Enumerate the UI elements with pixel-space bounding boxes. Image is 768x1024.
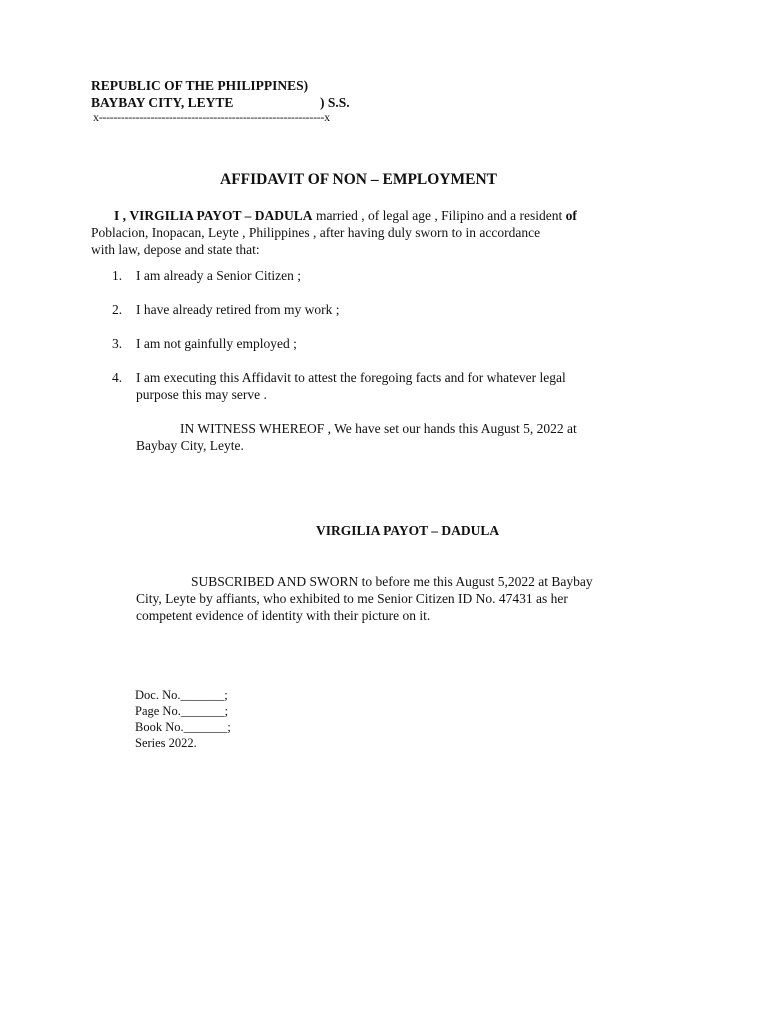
statement-number: 4.: [112, 370, 123, 385]
statement-number: 2.: [112, 302, 123, 317]
intro-line-3: with law, depose and state that:: [91, 242, 260, 257]
statement-text: I am executing this Affidavit to attest the foregoing facts and for whatever legal: [136, 370, 566, 385]
page-no: Page No._______;: [135, 704, 229, 718]
statement-text: I have already retired from my work ;: [136, 302, 340, 317]
series: Series 2022.: [135, 736, 197, 750]
intro-line-1: [114, 208, 577, 224]
jurat-line-3: competent evidence of identity with their picture on it.: [136, 608, 431, 623]
statement-number: 3.: [112, 336, 123, 351]
header-city: BAYBAY CITY, LEYTE: [91, 95, 234, 110]
statement-number: 1.: [112, 268, 123, 283]
statement-text-continued: purpose this may serve .: [136, 387, 267, 402]
jurat-line-2: City, Leyte by affiants, who exhibited to me Senior Citizen ID No. 47431 as her: [136, 591, 568, 606]
doc-no: Doc. No._______;: [135, 688, 228, 702]
affiant-name: VIRGILIA PAYOT – DADULA: [129, 208, 313, 223]
header-republic: REPUBLIC OF THE PHILIPPINES): [91, 78, 309, 93]
statement-text: I am not gainfully employed ;: [136, 336, 297, 351]
header-divider: x-------------------------------------------------------------x: [93, 110, 330, 124]
intro-of: of: [565, 208, 577, 223]
header-ss: ) S.S.: [320, 95, 350, 110]
jurat-line-1: SUBSCRIBED AND SWORN to before me this August 5,2022 at Baybay: [191, 574, 593, 589]
intro-line-2: Poblacion, Inopacan, Leyte , Philippines , after having duly sworn to in accordance: [91, 225, 541, 240]
statement-text: I am already a Senior Citizen ;: [136, 268, 301, 283]
book-no: Book No._______;: [135, 720, 231, 734]
document-title: AFFIDAVIT OF NON – EMPLOYMENT: [220, 171, 498, 188]
witness-line-2: Baybay City, Leyte.: [136, 438, 244, 453]
signature-name: VIRGILIA PAYOT – DADULA: [316, 523, 500, 538]
witness-line-1: IN WITNESS WHEREOF , We have set our hands this August 5, 2022 at: [180, 421, 577, 436]
intro-pronoun: I ,: [114, 208, 127, 223]
intro-line-1-text: married , of legal age , Filipino and a resident: [312, 208, 566, 223]
